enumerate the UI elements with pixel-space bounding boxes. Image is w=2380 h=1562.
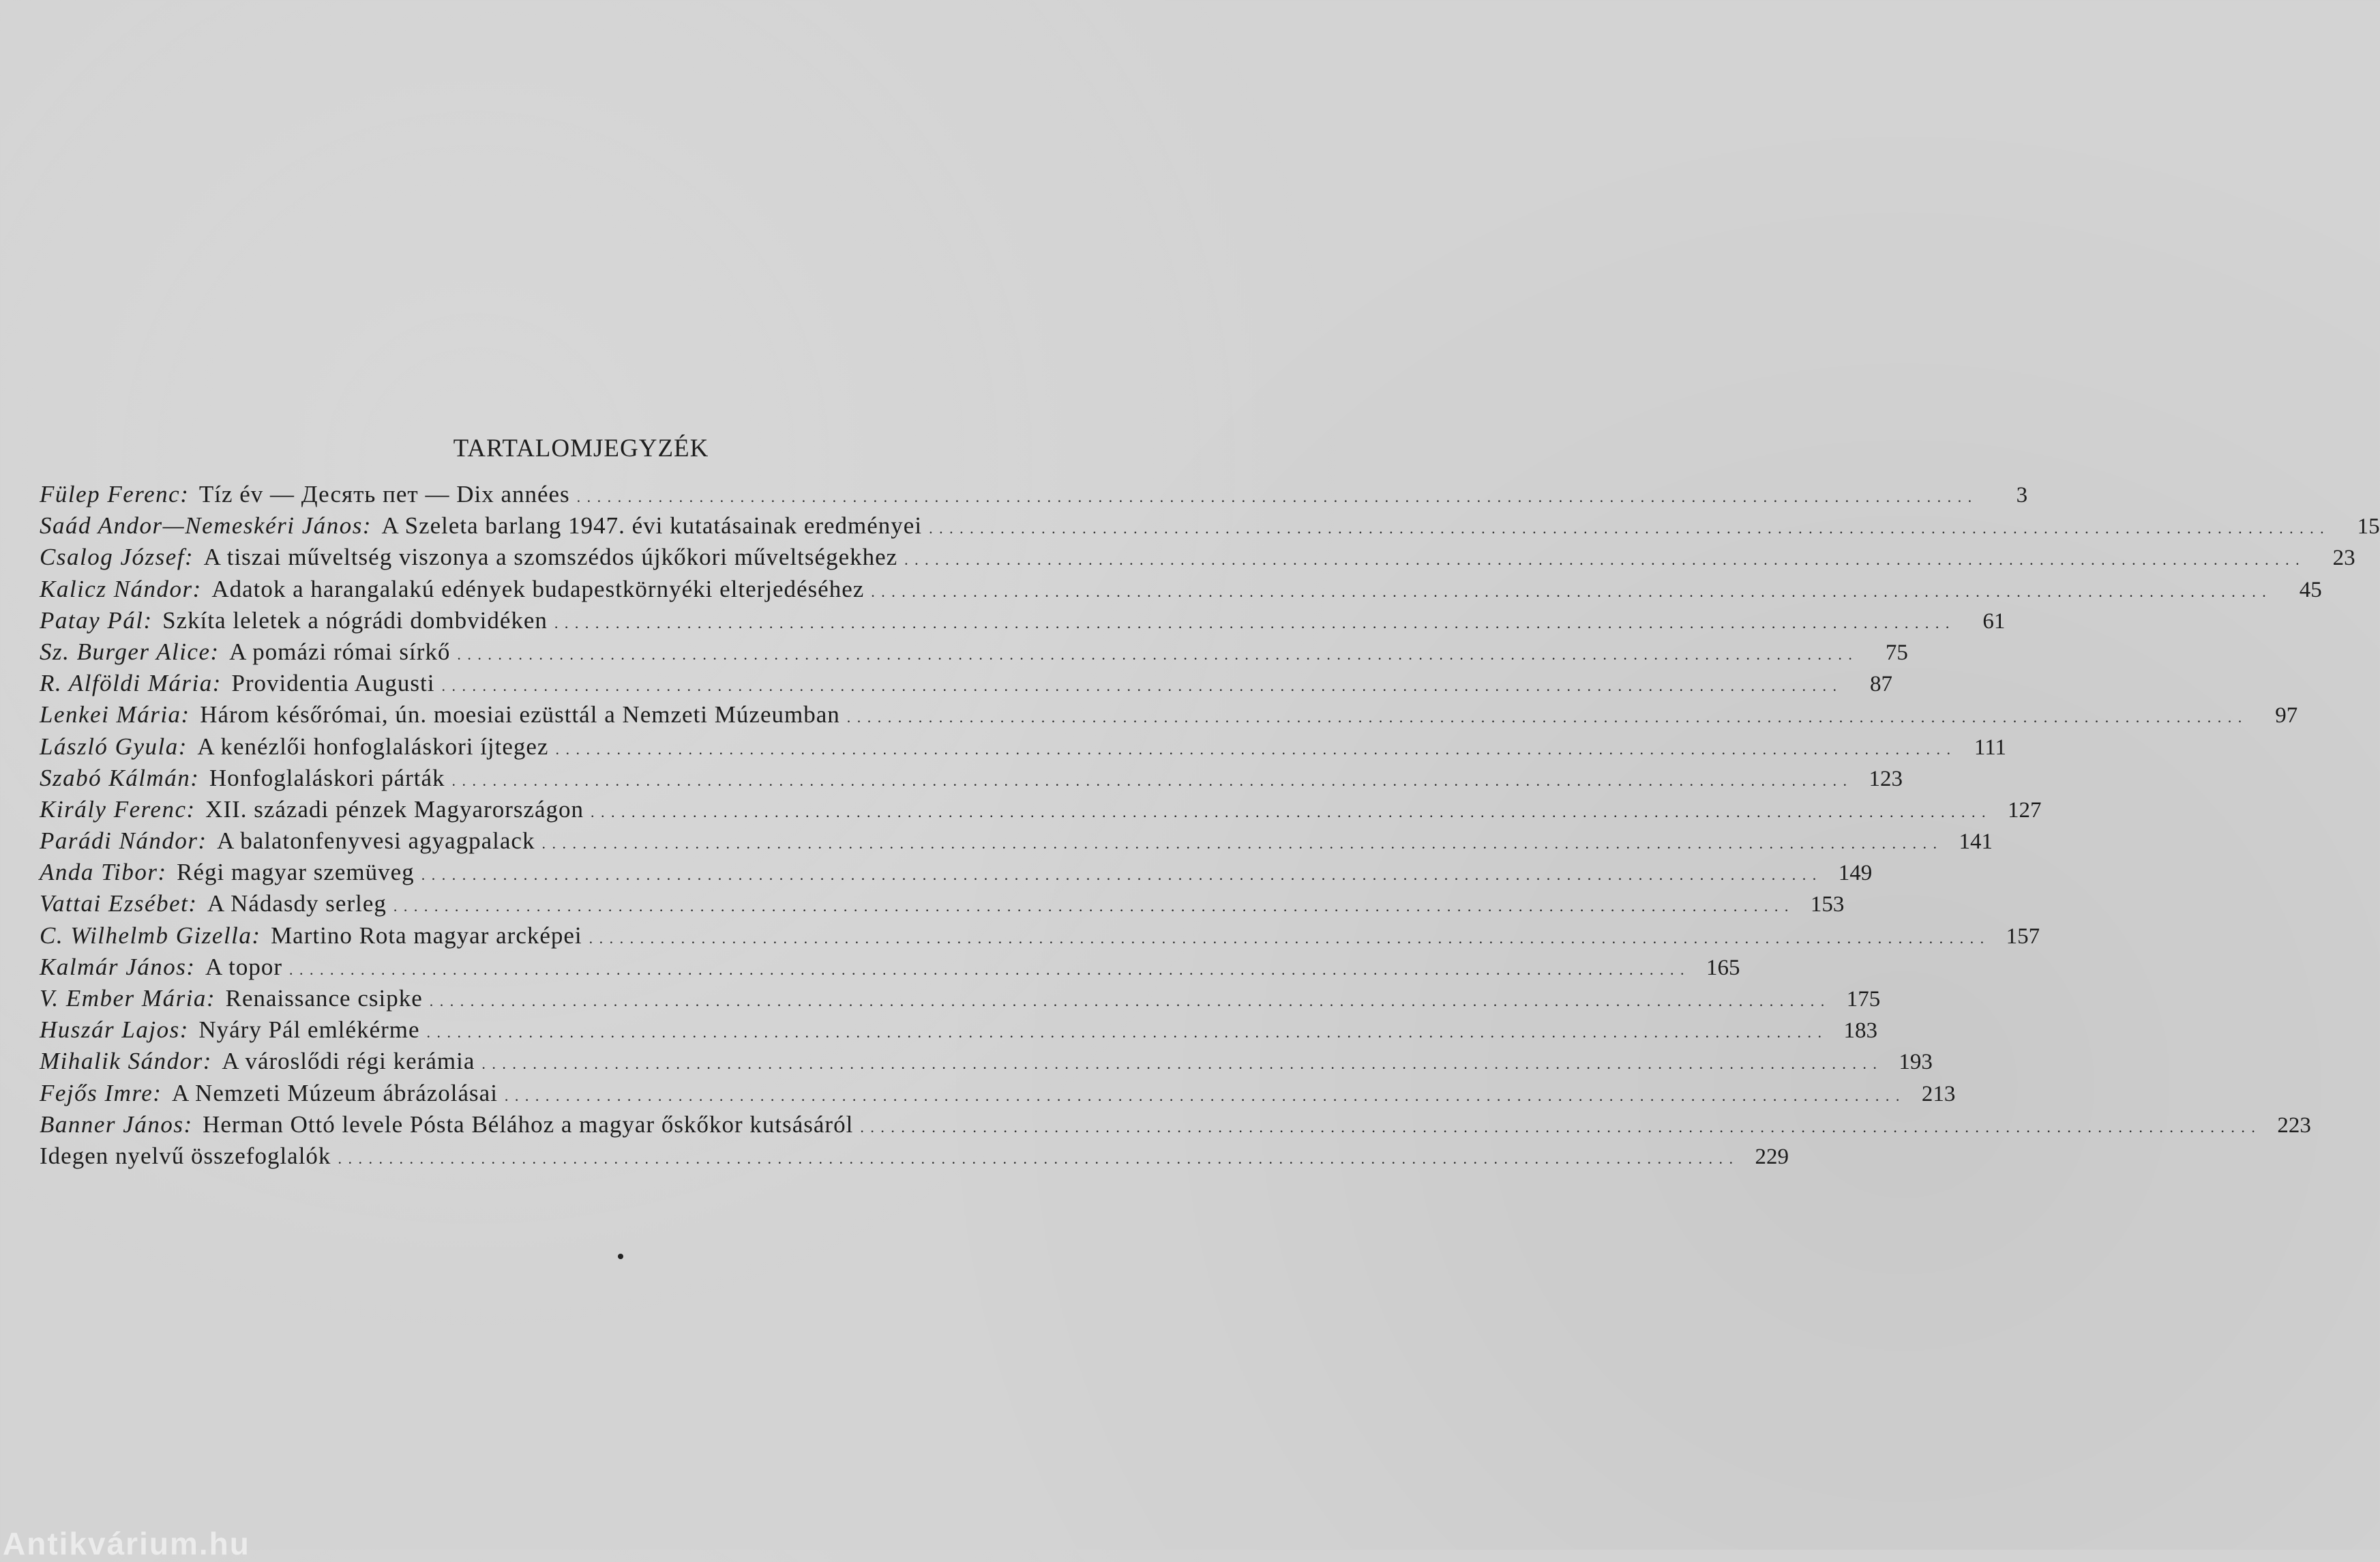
dot-leader bbox=[441, 668, 1838, 702]
dot-leader bbox=[591, 794, 1987, 828]
toc-page-number: 175 bbox=[1846, 987, 1881, 1012]
toc-page-number: 61 bbox=[1982, 608, 2006, 634]
toc-page-number: 153 bbox=[1810, 892, 1845, 917]
dot-leader bbox=[289, 952, 1686, 986]
toc-author: C. Wilhelmb Gizella bbox=[40, 922, 252, 949]
toc-page-number: 87 bbox=[1869, 672, 1892, 697]
toc-author: Parádi Nándor bbox=[40, 827, 198, 855]
toc-page-number: 3 bbox=[2016, 483, 2028, 507]
toc-separator: : bbox=[198, 827, 207, 855]
toc-separator: : bbox=[181, 701, 190, 728]
toc-row bbox=[40, 731, 2006, 763]
toc-separator: : bbox=[186, 795, 195, 823]
toc-row bbox=[40, 1078, 1956, 1109]
toc-author: Banner János bbox=[40, 1110, 184, 1138]
dot-leader bbox=[421, 857, 1818, 891]
toc-author: V. Ember Mária bbox=[40, 985, 207, 1012]
toc-separator: : bbox=[183, 1110, 192, 1138]
toc-row bbox=[40, 1014, 1878, 1046]
dot-leader bbox=[430, 983, 1826, 1017]
toc-page-number: 165 bbox=[1706, 955, 1740, 980]
toc-author: Kalicz Nándor bbox=[40, 575, 193, 602]
watermark: Antikvárium.hu bbox=[3, 1526, 250, 1561]
dot-leader bbox=[577, 479, 1974, 513]
toc-row bbox=[40, 920, 2040, 952]
dot-leader bbox=[457, 636, 1854, 671]
toc-title: A tiszai műveltség viszonya a szomszédos újkőkori műveltségekhez bbox=[203, 544, 898, 571]
toc-separator: : bbox=[192, 575, 201, 602]
toc-author: Sz. Burger Alice bbox=[40, 638, 211, 665]
toc-author: Fejős Imre bbox=[40, 1079, 153, 1106]
toc-separator: : bbox=[190, 764, 198, 791]
toc-row bbox=[40, 983, 1881, 1014]
toc-title: Herman Ottó levele Pósta Bélához a magyar őskőkor kutsásáról bbox=[203, 1110, 854, 1138]
dot-leader bbox=[338, 1140, 1734, 1175]
toc-row bbox=[40, 510, 2380, 542]
toc-separator: : bbox=[153, 1079, 161, 1106]
dot-leader bbox=[505, 1078, 1901, 1112]
toc-title: Adatok a harangalakú edények budapestkörnyéki elterjedéséhez bbox=[211, 575, 865, 602]
toc-separator: : bbox=[212, 670, 221, 697]
toc-separator: : bbox=[188, 890, 196, 917]
dot-leader bbox=[871, 574, 2267, 608]
toc-title: A kenézlői honfoglaláskori íjtegez bbox=[197, 733, 549, 760]
toc-page-number: 15 bbox=[2357, 514, 2380, 540]
page-title: TARTALOMJEGYZÉK bbox=[453, 434, 709, 462]
toc-separator: : bbox=[178, 733, 187, 760]
toc-title: A Szeleta barlang 1947. évi kutatásainak eredményei bbox=[381, 512, 923, 540]
toc-title: Honfoglaláskori párták bbox=[209, 764, 445, 791]
toc-row bbox=[40, 1046, 1933, 1077]
toc-title: Tíz év — Десять пет — Dix années bbox=[198, 481, 570, 507]
toc-row bbox=[40, 668, 1892, 699]
toc-row bbox=[40, 794, 2042, 825]
toc-row bbox=[40, 857, 1873, 888]
toc-separator: : bbox=[362, 512, 371, 540]
toc-separator: : bbox=[184, 544, 193, 571]
dot-leader bbox=[481, 1046, 1878, 1080]
toc-page-number: 23 bbox=[2332, 546, 2355, 571]
dot-leader bbox=[904, 542, 2301, 576]
toc-author: Huszár Lajos bbox=[40, 1016, 180, 1044]
toc-author: László Gyula bbox=[40, 733, 179, 760]
toc-page-number: 193 bbox=[1899, 1050, 1933, 1075]
toc-author: Lenkei Mária bbox=[40, 701, 181, 728]
toc-title: Régi magyar szemüveg bbox=[177, 859, 415, 886]
toc-separator: : bbox=[180, 481, 188, 507]
dot-leader bbox=[427, 1014, 1824, 1048]
toc-row bbox=[40, 479, 2028, 510]
toc-author: Patay Pál bbox=[40, 606, 144, 634]
toc-title: A Nádasdy serleg bbox=[207, 890, 387, 917]
dot-leader bbox=[847, 699, 2244, 733]
toc-title: A balatonfenyvesi agyagpalack bbox=[217, 827, 535, 855]
toc-author: Saád Andor—Nemeskéri János bbox=[40, 512, 363, 540]
toc-title: A pomázi római sírkő bbox=[229, 638, 451, 665]
toc-author: Anda Tibor bbox=[40, 859, 158, 886]
toc-title: Szkíta leletek a nógrádi dombvidéken bbox=[162, 606, 548, 634]
toc-row bbox=[40, 605, 2006, 636]
toc-author: Vattai Ezsébet bbox=[40, 890, 189, 917]
toc-page-number: 157 bbox=[2006, 924, 2040, 949]
toc-separator: : bbox=[203, 1048, 211, 1075]
toc-page-number: 229 bbox=[1755, 1144, 1789, 1169]
toc-title: XII. századi pénzek Magyarországon bbox=[205, 795, 584, 823]
toc-separator: : bbox=[206, 985, 215, 1012]
dot-leader bbox=[541, 825, 1938, 859]
toc-row bbox=[40, 888, 1845, 919]
toc-page-number: 213 bbox=[1921, 1081, 1956, 1106]
toc-page-number: 97 bbox=[2275, 703, 2298, 728]
toc-row bbox=[40, 699, 2298, 731]
toc-title: A Nemzeti Múzeum ábrázolásai bbox=[171, 1079, 498, 1106]
toc-row bbox=[40, 1109, 2311, 1140]
toc-author: Kalmár János bbox=[40, 953, 187, 980]
toc-title: Martino Rota magyar arcképei bbox=[271, 922, 582, 949]
bullet-mark bbox=[618, 1254, 623, 1259]
toc-row bbox=[40, 542, 2355, 573]
toc-title: Renaissance csipke bbox=[225, 985, 423, 1012]
toc-page-number: 45 bbox=[2299, 577, 2322, 602]
toc-title: Három későrómai, ún. moesiai ezüsttál a Nemzeti Múzeumban bbox=[200, 701, 840, 728]
dot-leader bbox=[393, 888, 1790, 922]
toc-row bbox=[40, 1140, 1789, 1172]
toc-page-number: 183 bbox=[1843, 1018, 1878, 1044]
toc-page-number: 75 bbox=[1885, 640, 1908, 665]
toc-row bbox=[40, 952, 1740, 983]
toc-separator: : bbox=[158, 859, 166, 886]
toc-author: Csalog József bbox=[40, 544, 185, 571]
toc-row bbox=[40, 763, 1903, 794]
dot-leader bbox=[554, 605, 1951, 639]
dot-leader bbox=[555, 731, 1952, 765]
toc-author: Szabó Kálmán bbox=[40, 764, 191, 791]
toc-separator: : bbox=[143, 606, 152, 634]
toc-page-number: 141 bbox=[1959, 829, 1993, 855]
toc-page-number: 127 bbox=[2008, 797, 2042, 823]
dot-leader bbox=[452, 763, 1849, 797]
toc-title: Idegen nyelvű összefoglalók bbox=[40, 1142, 331, 1169]
dot-leader bbox=[860, 1109, 2257, 1143]
toc-title: A topor bbox=[205, 953, 283, 980]
toc-row bbox=[40, 636, 1908, 668]
table-of-contents bbox=[40, 479, 2380, 1172]
dot-leader bbox=[589, 920, 1986, 954]
toc-author: Mihalik Sándor bbox=[40, 1048, 203, 1075]
toc-separator: : bbox=[252, 922, 261, 949]
toc-row bbox=[40, 825, 1993, 857]
toc-author: Fülep Ferenc bbox=[40, 481, 181, 507]
toc-row bbox=[40, 574, 2322, 605]
toc-separator: : bbox=[186, 953, 195, 980]
toc-author: Király Ferenc bbox=[40, 795, 187, 823]
toc-author: R. Alföldi Mária bbox=[40, 670, 213, 697]
toc-title: A városlődi régi kerámia bbox=[222, 1048, 475, 1075]
toc-title: Providentia Augusti bbox=[231, 670, 435, 697]
toc-page-number: 123 bbox=[1869, 766, 1903, 791]
dot-leader bbox=[929, 510, 2325, 544]
toc-separator: : bbox=[210, 638, 219, 665]
toc-page-number: 223 bbox=[2277, 1112, 2311, 1138]
toc-title: Nyáry Pál emlékérme bbox=[198, 1016, 420, 1044]
toc-separator: : bbox=[179, 1016, 188, 1044]
toc-page-number: 111 bbox=[1974, 735, 2006, 760]
toc-page-number: 149 bbox=[1838, 861, 1873, 886]
